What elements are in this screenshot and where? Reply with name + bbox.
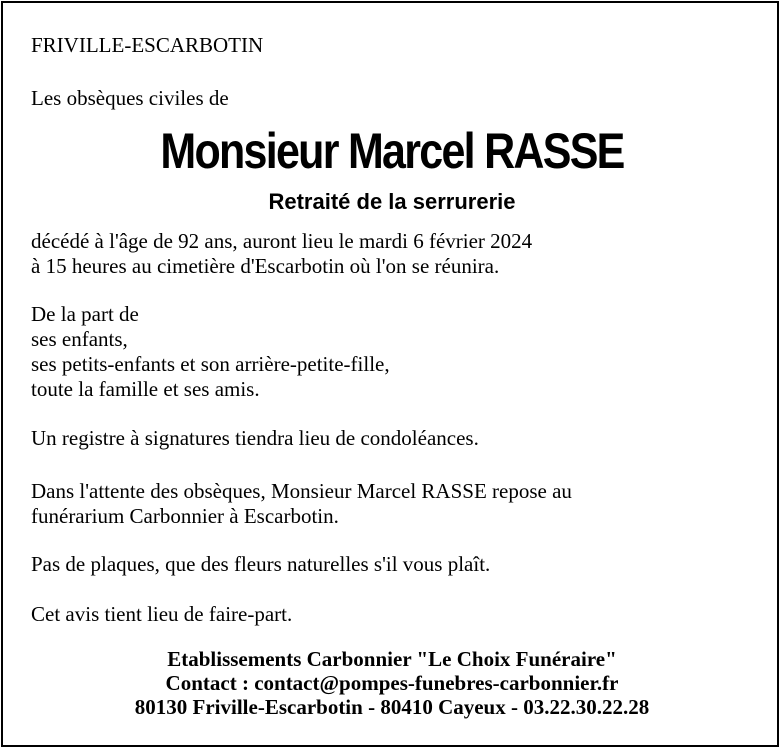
family-line-3: ses petits-enfants et son arrière-petite-fille, [31,352,390,376]
notice-text: Cet avis tient lieu de faire-part. [31,602,293,626]
funeral-company: Etablissements Carbonnier "Le Choix Funéraire" [167,647,617,671]
address-phone: 80130 Friville-Escarbotin - 80410 Cayeux - 03.22.30.22.28 [134,695,650,719]
registry-text: Un registre à signatures tiendra lieu de condoléances. [31,426,479,450]
announcement-line-1: décédé à l'âge de 92 ans, auront lieu le mardi 6 février 2024 [31,229,533,253]
announcement-line-2: à 15 heures au cimetière d'Escarbotin où l'on se réunira. [31,254,500,278]
location-heading: FRIVILLE-ESCARBOTIN [31,33,264,57]
family-line-1: De la part de [31,302,139,326]
flowers-text: Pas de plaques, que des fleurs naturelles s'il vous plaît. [31,552,491,576]
deceased-name: Monsieur Marcel RASSE [160,123,624,179]
intro-text: Les obsèques civiles de [31,86,229,110]
deceased-profession: Retraité de la serrurerie [268,189,516,214]
repose-line-2: funérarium Carbonnier à Escarbotin. [31,504,339,528]
contact-email[interactable]: Contact : contact@pompes-funebres-carbonnier.fr [165,671,619,695]
family-line-4: toute la famille et ses amis. [31,377,260,401]
family-line-2: ses enfants, [31,327,128,351]
repose-line-1: Dans l'attente des obsèques, Monsieur Marcel RASSE repose au [31,479,572,503]
